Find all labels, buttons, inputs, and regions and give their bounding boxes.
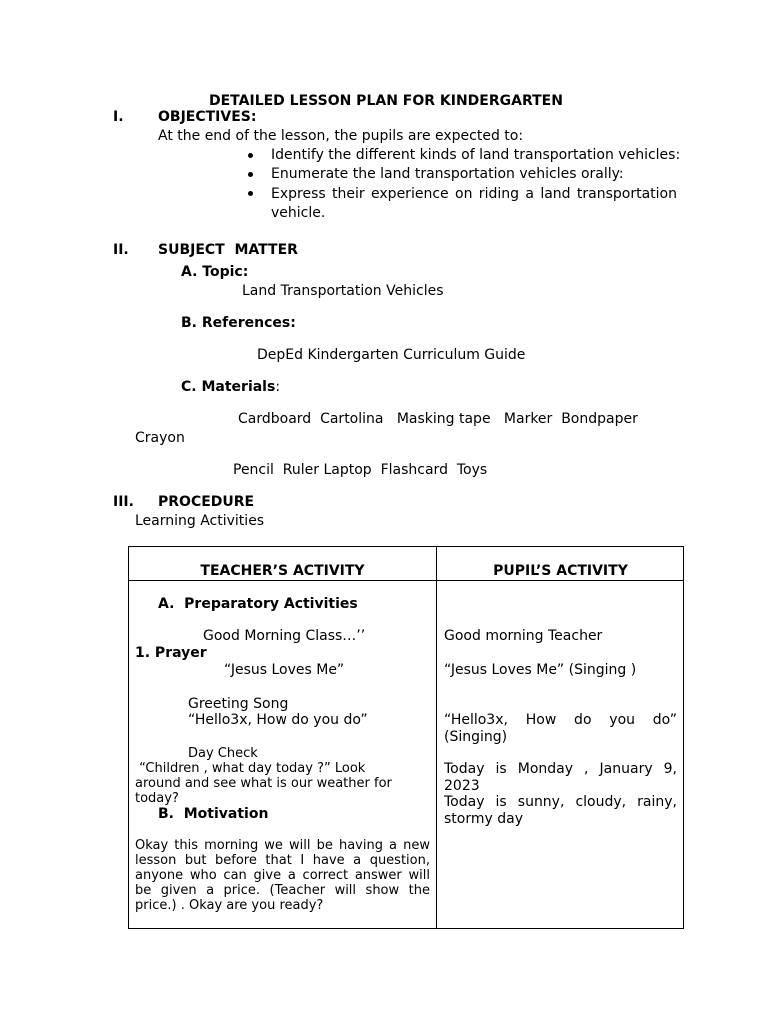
objectives-intro: At the end of the lesson, the pupils are expected to:	[158, 128, 524, 144]
references-label: B. References:	[181, 315, 296, 331]
motivation-text: Okay this morning we will be having a new lesson but before that I have a question, anyone who can give a correct answer will be given a price. (Teacher will show the price.) . Okay are you ready?	[135, 838, 430, 913]
bullet-icon	[248, 191, 253, 196]
objectives-heading: OBJECTIVES:	[158, 109, 257, 125]
column-header-pupil: PUPIL’S ACTIVITY	[493, 563, 628, 579]
pupil-greeting: Good morning Teacher	[444, 628, 603, 644]
bullet-icon	[248, 153, 253, 158]
table-divider-vertical	[436, 546, 437, 929]
materials-line-1: Cardboard Cartolina Masking tape Marker Bondpaper	[238, 411, 638, 427]
objective-item: Identify the different kinds of land transportation vehicles:	[271, 147, 681, 163]
topic-value: Land Transportation Vehicles	[242, 283, 444, 299]
greeting-song-label: Greeting Song	[188, 696, 289, 712]
prayer-song: “Jesus Loves Me”	[224, 662, 345, 678]
topic-label: A. Topic:	[181, 264, 249, 280]
day-check-text: “Children , what day today ?” Look around and see what is our weather for today?	[135, 761, 397, 806]
procedure-heading: PROCEDURE	[158, 494, 255, 510]
procedure-numeral: III.	[113, 494, 134, 510]
materials-colon: :	[275, 379, 281, 395]
page-title: DETAILED LESSON PLAN FOR KINDERGARTEN	[209, 93, 563, 109]
motivation-heading: B. Motivation	[158, 806, 269, 822]
column-header-teacher: TEACHER’S ACTIVITY	[200, 563, 365, 579]
pupil-day: Today is Monday , January 9, 2023	[444, 761, 682, 794]
objective-item: Enumerate the land transportation vehicles orally:	[271, 166, 624, 182]
procedure-subheading: Learning Activities	[135, 513, 265, 529]
teacher-greeting: Good Morning Class…’’	[203, 628, 366, 644]
objective-item: Express their experience on riding a land transportation vehicle.	[271, 186, 677, 221]
greeting-song: “Hello3x, How do you do”	[188, 712, 368, 728]
pupil-greeting-song: “Hello3x, How do you do” (Singing)	[444, 712, 682, 745]
bullet-icon	[248, 172, 253, 177]
prayer-label: 1. Prayer	[135, 645, 207, 661]
preparatory-activities-heading: A. Preparatory Activities	[158, 596, 358, 612]
materials-line-1-continued: Crayon	[135, 430, 185, 446]
day-check-label: Day Check	[188, 746, 258, 761]
materials-label: C. Materials	[181, 379, 276, 395]
pupil-prayer: “Jesus Loves Me” (Singing )	[444, 662, 637, 678]
materials-label-line	[181, 379, 280, 396]
subject-matter-heading: SUBJECT MATTER	[158, 242, 298, 258]
materials-line-2: Pencil Ruler Laptop Flashcard Toys	[233, 462, 488, 478]
subject-matter-numeral: II.	[113, 242, 129, 258]
pupil-weather: Today is sunny, cloudy, rainy, stormy day	[444, 794, 682, 827]
references-value: DepEd Kindergarten Curriculum Guide	[257, 347, 526, 363]
table-divider-horizontal	[128, 580, 684, 581]
objectives-numeral: I.	[113, 109, 124, 125]
